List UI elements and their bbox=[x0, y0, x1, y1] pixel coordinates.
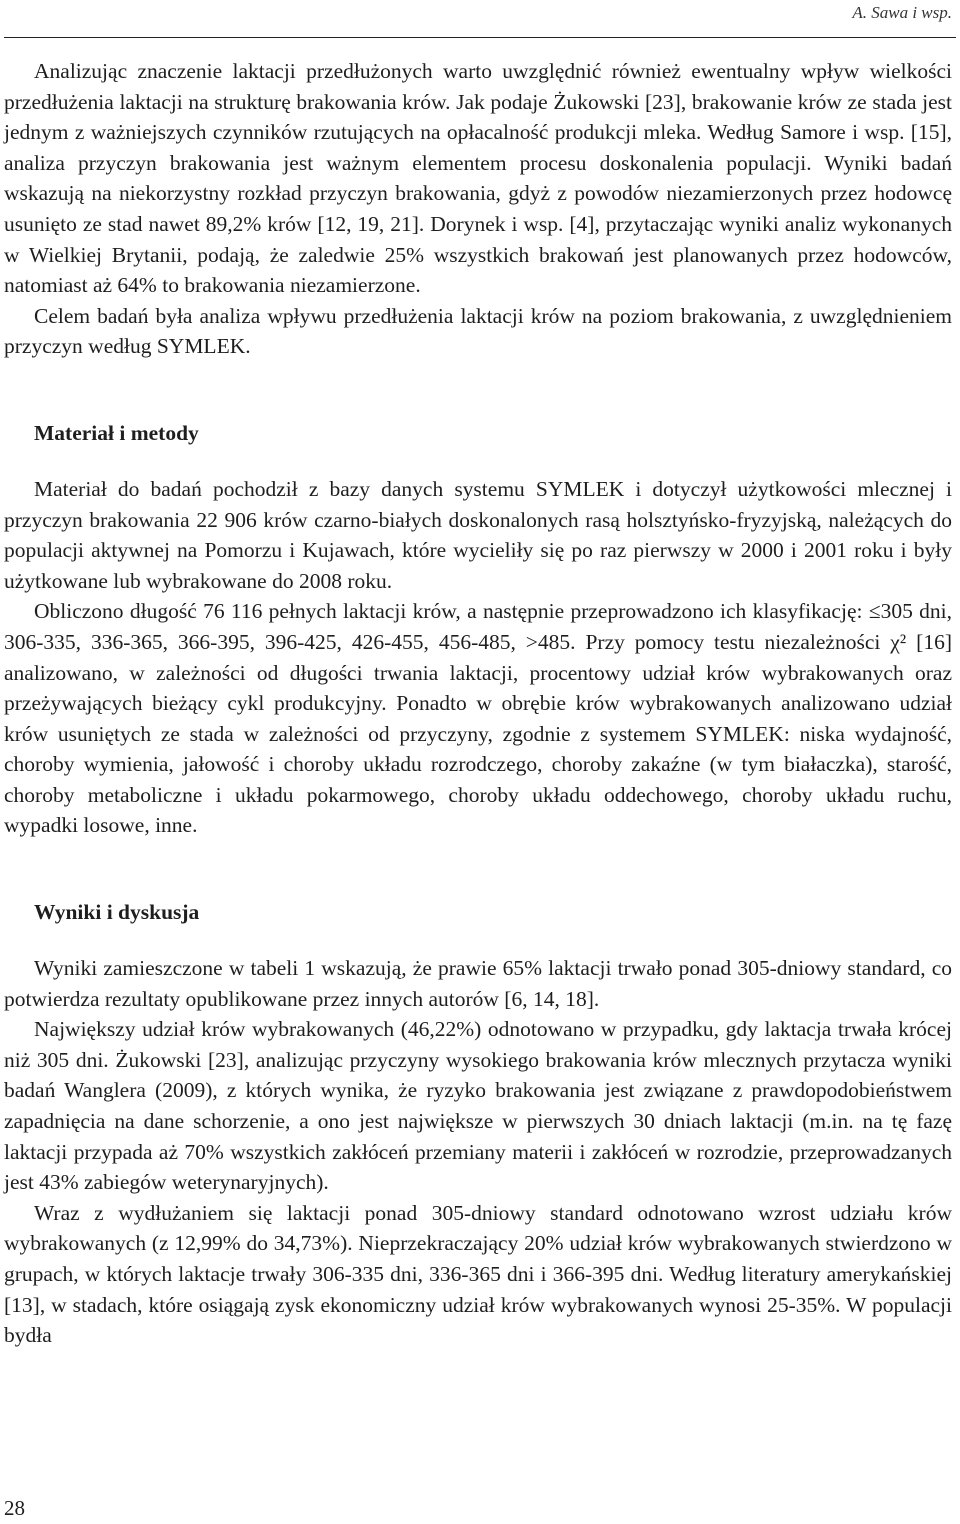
spacer bbox=[4, 927, 952, 953]
intro-paragraph-1: Analizując znaczenie laktacji przedłużonych warto uwzględnić również ewentualny wpływ wielkości przedłużenia laktacji na strukturę brakowania krów. Jak podaje Żukowski [23], brakowanie krów ze stada jest jednym z ważniejszych czynników rzutujących na opłacalność produkcji mleka. Według Samore i wsp. [15], analiza przyczyn brakowania jest ważnym elementem procesu doskonalenia populacji. Wyniki badań wskazują na niekorzystny rozkład przyczyn brakowania, gdyż z powodów niezamierzonych przez hodowcę usunięto ze stad nawet 89,2% krów [12, 19, 21]. Dorynek i wsp. [4], przytaczając wyniki analiz wykonanych w Wielkiej Brytanii, podają, że zaledwie 25% wszystkich brakowań jest planowanych przez hodowców, natomiast aż 64% to brakowania niezamierzone. bbox=[4, 59, 952, 298]
results-paragraph-1: Wyniki zamieszczone w tabeli 1 wskazują, że prawie 65% laktacji trwało ponad 305-dniowy standard, co potwierdza rezultaty opublikowane przez innych autorów [6, 14, 18]. bbox=[4, 956, 952, 1011]
results-paragraph-3: Wraz z wydłużaniem się laktacji ponad 305-dniowy standard odnotowano wzrost udziału krów wybrakowanych (z 12,99% do 34,73%). Nieprzekraczający 20% udział krów wybrakowanych stwierdzono w grupach, w których laktacje trwały 306-335 dni, 336-365 dni i 366-395 dni. Według literatury amerykańskiej [13], w stadach, które osiągają zysk ekonomiczny udział krów wybrakowanych wynosi 25-35%. W populacji bydła bbox=[4, 1200, 952, 1348]
methods-paragraph-2: Obliczono długość 76 116 pełnych laktacji krów, a następnie przeprowadzono ich klasyfikację: ≤305 dni, 306-335, 336-365, 366-395, 396-425, 426-455, 456-485, >485. Przy pomocy testu niezależności χ² [16] analizowano, w zależności od długości trwania laktacji, procentowy udział krów wybrakowanych oraz przeżywających bieżący cykl produkcyjny. Ponadto w obrębie krów wybrakowanych analizowano udział krów usuniętych ze stada w zależności od przyczyny, zgodnie z systemem SYMLEK: niska wydajność, choroby wymienia, jałowość i choroby układu rozrodczego, choroby zakaźne (w tym białaczka), starość, choroby metaboliczne i układu pokarmowego, choroby układu oddechowego, choroby układu ruchu, wypadki losowe, inne. bbox=[4, 599, 952, 838]
page-body bbox=[4, 56, 952, 1351]
results-paragraph-2: Największy udział krów wybrakowanych (46,22%) odnotowano w przypadku, gdy laktacja trwała krócej niż 305 dni. Żukowski [23], analizując przyczyny wysokiego brakowania krów mlecznych przytacza wyniki badań Wanglera (2009), z których wynika, że ryzyko brakowania jest związane z prawdopodobieństwem zapadnięcia na dane schorzenie, a ono jest największe w pierwszych 30 dniach laktacji (m.in. na tę fazę laktacji przypada aż 70% wszystkich zakłóceń przemiany materii i zakłóceń w rozrodzie, przeprowadzanych jest 43% zabiegów weterynaryjnych). bbox=[4, 1017, 952, 1195]
intro-paragraph-2: Celem badań była analiza wpływu przedłużenia laktacji krów na poziom brakowania, z uwzględnieniem przyczyn według SYMLEK. bbox=[4, 303, 952, 359]
running-head: A. Sawa i wsp. bbox=[852, 3, 952, 22]
section-heading-methods: Materiał i metody bbox=[34, 420, 199, 445]
methods-paragraph-1: Materiał do badań pochodził z bazy danych systemu SYMLEK i dotyczył użytkowości mlecznej i przyczyn brakowania 22 906 krów czarno-białych doskonalonych rasą holsztyńsko-fryzyjską, należących do populacji aktywnej na Pomorzu i Kujawach, które wycieliły się po raz pierwszy w 2000 i 2001 roku i były użytkowane lub wybrakowane do 2008 roku. bbox=[4, 476, 952, 593]
page-number: 28 bbox=[4, 1496, 25, 1520]
spacer bbox=[4, 362, 952, 418]
header-rule bbox=[4, 37, 956, 38]
spacer bbox=[4, 841, 952, 897]
section-heading-results: Wyniki i dyskusja bbox=[34, 900, 200, 925]
spacer bbox=[4, 448, 952, 474]
